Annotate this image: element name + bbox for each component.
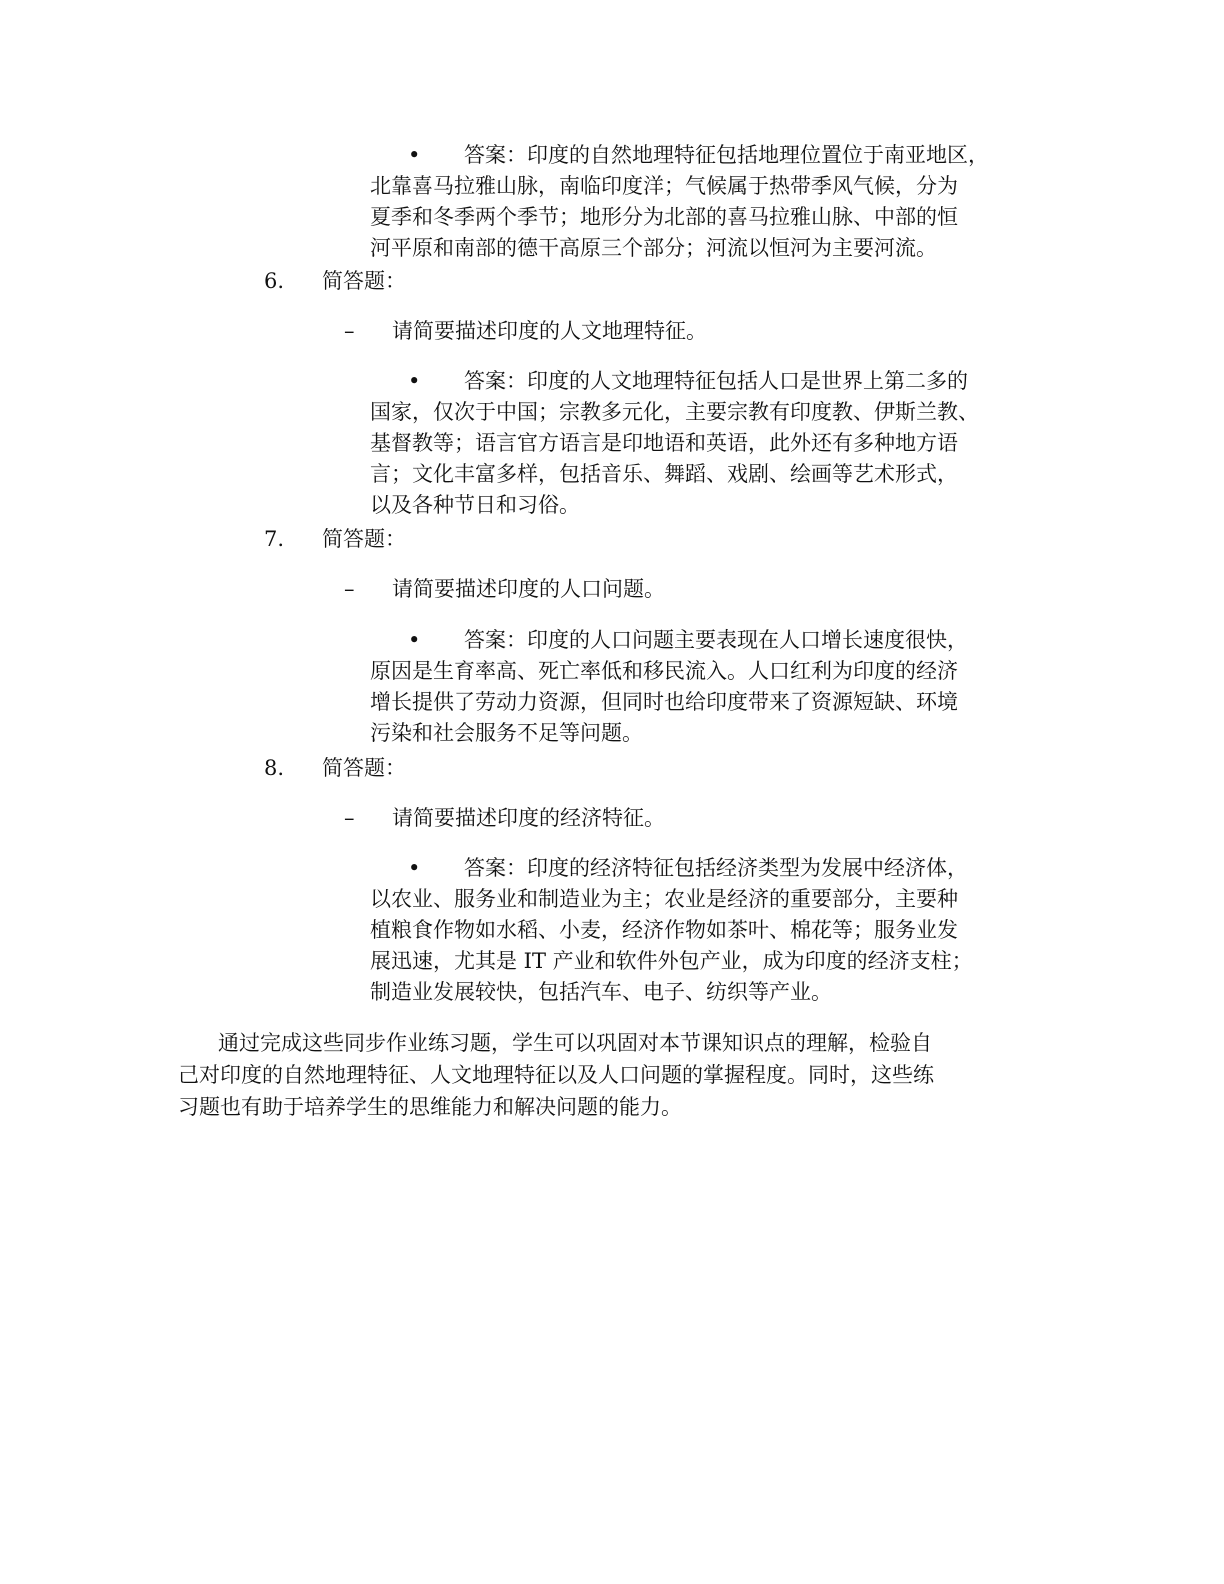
answer-6-line-5: 以及各种节日和习俗。 [370, 493, 580, 517]
question-7-label: 简答题： [322, 527, 406, 551]
question-8-dash: – [344, 806, 355, 830]
answer-6-line-1: 答案：印度的人文地理特征包括人口是世界上第二多的 [464, 369, 968, 393]
answer-bullet: • [408, 856, 421, 880]
answer-5-line-4: 河平原和南部的德干高原三个部分；河流以恒河为主要河流。 [370, 236, 937, 260]
question-8-number: 8. [264, 756, 285, 780]
conclusion-paragraph [178, 1027, 1036, 1123]
question-6-prompt: 请简要描述印度的人文地理特征。 [392, 319, 707, 343]
answer-7 [370, 625, 1060, 749]
question-6-dash: – [344, 319, 355, 343]
answer-8-line-2: 以农业、服务业和制造业为主；农业是经济的重要部分，主要种 [370, 887, 958, 911]
answer-8-line-5: 制造业发展较快，包括汽车、电子、纺织等产业。 [370, 980, 832, 1004]
answer-7-line-4: 污染和社会服务不足等问题。 [370, 721, 643, 745]
question-8-prompt: 请简要描述印度的经济特征。 [392, 806, 665, 830]
question-7-prompt: 请简要描述印度的人口问题。 [392, 577, 665, 601]
question-6-number: 6. [264, 269, 285, 293]
answer-6 [370, 366, 1060, 521]
question-8-label: 简答题： [322, 756, 406, 780]
answer-8-line-4: 展迅速，尤其是 IT 产业和软件外包产业，成为印度的经济支柱； [370, 949, 973, 973]
conclusion-line-3: 习题也有助于培养学生的思维能力和解决问题的能力。 [178, 1095, 682, 1119]
answer-bullet: • [408, 143, 421, 167]
answer-7-line-3: 增长提供了劳动力资源，但同时也给印度带来了资源短缺、环境 [370, 690, 958, 714]
answer-6-line-3: 基督教等；语言官方语言是印地语和英语，此外还有多种地方语 [370, 431, 958, 455]
question-7-dash: – [344, 577, 355, 601]
answer-8 [370, 853, 1060, 1008]
answer-7-line-1: 答案：印度的人口问题主要表现在人口增长速度很快， [464, 628, 968, 652]
answer-bullet: • [408, 628, 421, 652]
answer-bullet: • [408, 369, 421, 393]
answer-5-line-2: 北靠喜马拉雅山脉，南临印度洋；气候属于热带季风气候，分为 [370, 174, 958, 198]
answer-8-line-3: 植粮食作物如水稻、小麦，经济作物如茶叶、棉花等；服务业发 [370, 918, 958, 942]
answer-5-line-1: 答案：印度的自然地理特征包括地理位置位于南亚地区， [464, 143, 989, 167]
conclusion-line-1: 通过完成这些同步作业练习题，学生可以巩固对本节课知识点的理解，检验自 [218, 1031, 932, 1055]
question-7-number: 7. [264, 527, 285, 551]
answer-5-line-3: 夏季和冬季两个季节；地形分为北部的喜马拉雅山脉、中部的恒 [370, 205, 958, 229]
conclusion-line-2: 己对印度的自然地理特征、人文地理特征以及人口问题的掌握程度。同时，这些练 [178, 1063, 934, 1087]
question-6-label: 简答题： [322, 269, 406, 293]
answer-8-line-1: 答案：印度的经济特征包括经济类型为发展中经济体， [464, 856, 968, 880]
answer-5 [370, 140, 1060, 264]
answer-6-line-2: 国家，仅次于中国；宗教多元化，主要宗教有印度教、伊斯兰教、 [370, 400, 979, 424]
answer-7-line-2: 原因是生育率高、死亡率低和移民流入。人口红利为印度的经济 [370, 659, 958, 683]
answer-6-line-4: 言；文化丰富多样，包括音乐、舞蹈、戏剧、绘画等艺术形式， [370, 462, 958, 486]
